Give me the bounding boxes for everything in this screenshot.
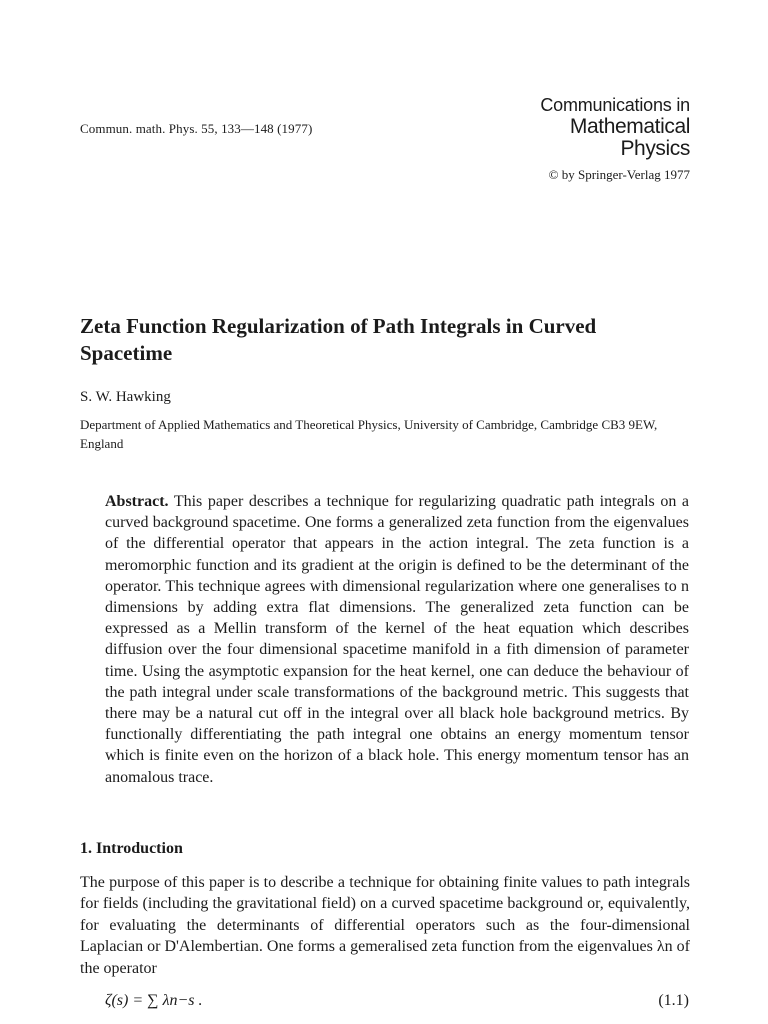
section-heading-introduction: 1. Introduction [80,840,183,857]
abstract [105,491,689,788]
abstract-label: Abstract. [105,493,169,510]
paper-title: Zeta Function Regularization of Path Integrals in Curved Spacetime [80,314,597,365]
author-affiliation: Department of Applied Mathematics and Theoretical Physics, University of Cambridge, Cambridge CB3 9EW, England [80,417,658,451]
introduction-paragraph: The purpose of this paper is to describe a technique for obtaining finite values to path integrals for fields (including the gravitational field) on a curved spacetime background or, equivalently, for evaluating the determinants of differential operators such as the four-dimensional Laplacian or D'Alembertian. One forms a gemeralised zeta function from the eigenvalues λn of the operator [80,874,690,977]
publisher-copyright: © by Springer-Verlag 1977 [548,167,690,182]
journal-title-line-1: Communications in [540,95,690,115]
equation-1-1: ζ(s) = ∑ λn−s . [105,992,203,1009]
abstract-text: This paper describes a technique for regularizing quadratic path integrals on a curved background spacetime. One forms a generalized zeta function from the eigenvalues of the differential operator that appears in the action integral. The zeta function is a meromorphic function and its gradient at the origin is defined to be the determinant of the operator. This technique agrees with dimensional regularization where one generalises to n dimensions by adding extra flat dimensions. The generalized zeta function can be expressed as a Mellin transform of the kernel of the heat equation which describes diffusion over the four dimensional spacetime manifold in a fith dimension of parameter time. Using the asymptotic expansion for the heat kernel, one can deduce the behaviour of the path integral under scale transformations of the background metric. This suggests that there may be a natural cut off in the integral over all black hole background metrics. By functionally differentiating the path integral one obtains an energy momentum tensor which is finite even on the horizon of a black hole. This energy momentum tensor has an anomalous trace. [105,493,689,786]
journal-title-line-3: Physics [620,137,690,160]
equation-number: (1.1) [658,992,689,1009]
author-name: S. W. Hawking [80,389,171,405]
journal-title-line-2: Mathematical [569,115,690,138]
journal-masthead [540,95,690,183]
journal-citation: Commun. math. Phys. 55, 133—148 (1977) [80,121,313,136]
